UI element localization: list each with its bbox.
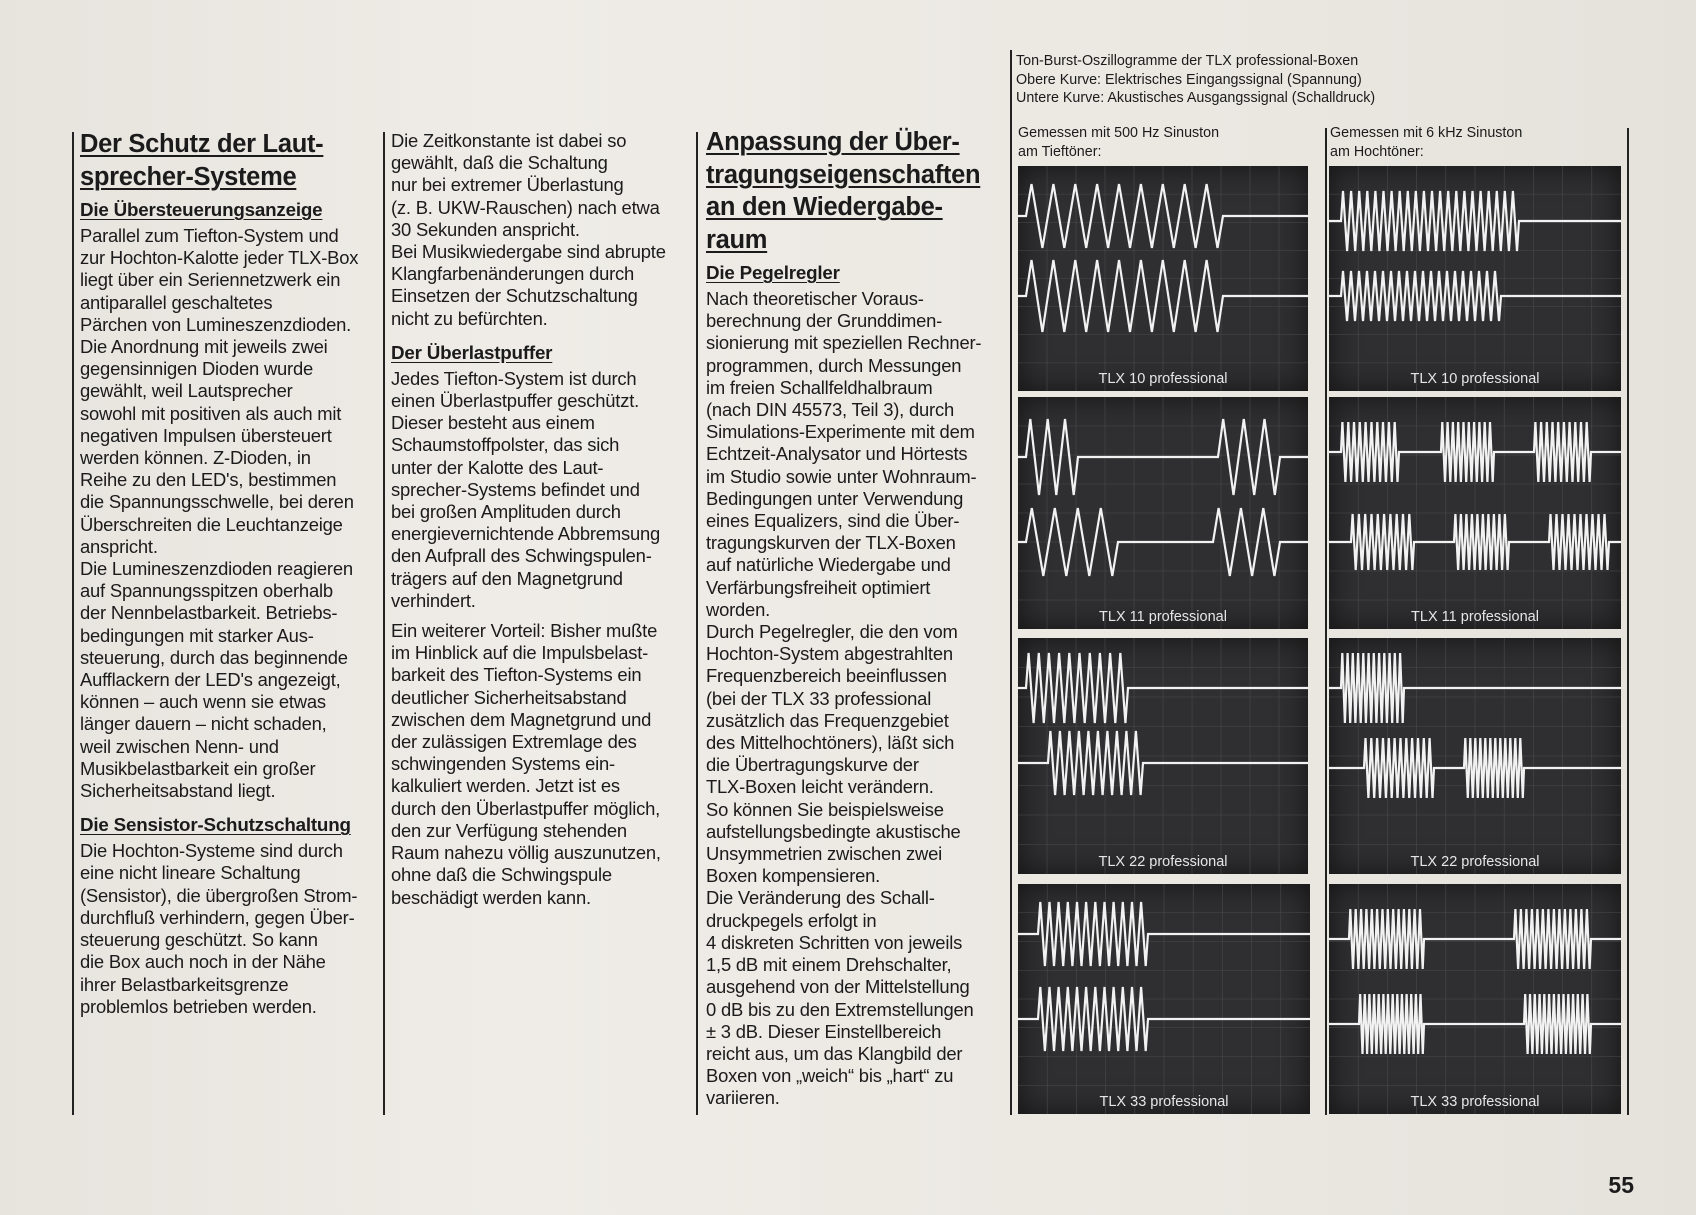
text-line: zur Hochton-Kalotte jeder TLX-Box [80, 247, 359, 269]
text-line: Parallel zum Tiefton-System und [80, 225, 339, 246]
subhead-sensistor: Die Sensistor-Schutzschaltung [80, 814, 351, 836]
text-line: trägers auf den Magnetgrund [391, 567, 623, 589]
subhead-uebersteuerung: Die Übersteuerungsanzeige [80, 199, 323, 220]
text-line: eines Equalizers, sind die Über- [706, 510, 960, 532]
text-line: Jedes Tiefton-System ist durch [391, 367, 637, 389]
text-line: So können Sie beispielsweise [706, 798, 944, 820]
waveform [1018, 638, 1308, 874]
text-line: Boxen kompensieren. [706, 865, 881, 887]
text-line: energievernichtende Abbremsung [391, 523, 661, 545]
text-line: (z. B. UKW-Rauschen) nach etwa [391, 196, 660, 218]
text-line: auf natürliche Wiedergabe und [706, 554, 951, 576]
text-line: Frequenzbereich beeinflussen [706, 665, 947, 687]
text-line: Bedingungen unter Verwendung [706, 487, 964, 509]
text-line: 0 dB bis zu den Extremstellungen [706, 998, 974, 1020]
subhead-pegelregler: Die Pegelregler [706, 262, 840, 283]
waveform [1329, 638, 1621, 874]
column-2 [391, 130, 696, 909]
text-line: Hochton-System abgestrahlten [706, 643, 953, 665]
text-line: barkeit des Tiefton-Systems ein [391, 664, 642, 686]
text-line: die Übertragungskurve der [706, 754, 919, 776]
text-line: länger dauern – nicht schaden, [80, 713, 327, 735]
waveform [1329, 884, 1621, 1114]
oscillogram-tlx11-500hz [1018, 397, 1308, 629]
paragraph-pegelregler [706, 288, 1006, 1110]
text-line: worden. [706, 598, 771, 620]
text-line: zwischen dem Magnetgrund und [391, 708, 652, 730]
text-line: (nach DIN 45573, Teil 3), durch [706, 399, 954, 421]
text-line: Boxen von „weich“ bis „hart“ zu [706, 1065, 954, 1087]
text-line: im freien Schallfeldhalbraum [706, 376, 933, 398]
text-line: einen Überlastpuffer geschützt. [391, 390, 640, 412]
panel-label: TLX 22 professional [1410, 854, 1540, 870]
text-line: Schaumstoffpolster, das sich [391, 434, 620, 456]
text-line: steuerung geschützt. So kann [80, 929, 318, 951]
text-line: Echtzeit-Analysator und Hörtests [706, 443, 968, 465]
text-line: zusätzlich das Frequenzgebiet [706, 709, 949, 731]
text-line: sionierung mit speziellen Rechner- [706, 332, 982, 354]
text-line: auf Spannungsspitzen oberhalb [80, 580, 333, 602]
panel-label: TLX 33 professional [1099, 1094, 1229, 1110]
paragraph-ueberlastpuffer [391, 368, 696, 612]
section-title-line: Der Schutz der Laut- [80, 130, 324, 158]
text-line: (bei der TLX 33 professional [706, 687, 932, 709]
text-line: sowohl mit positiven als auch mit [80, 402, 342, 424]
text-line: ohne daß die Schwingspule [391, 864, 612, 886]
text-line: Die Anordnung mit jeweils zwei [80, 336, 328, 358]
text-line: Die Veränderung des Schall- [706, 887, 935, 909]
text-line: antiparallel geschaltetes [80, 291, 273, 313]
text-line: Raum nahezu völlig auszunutzen, [391, 842, 661, 864]
text-line: eine nicht lineare Schaltung [80, 862, 301, 884]
oscillogram-tlx33-500hz [1018, 884, 1310, 1114]
text-line: des Mittelhochtöners), läßt sich [706, 732, 955, 754]
text-line: ihrer Belastbarkeitsgrenze [80, 973, 289, 995]
text-line: verhindert. [391, 589, 476, 611]
paragraph-uebersteuerung [80, 225, 380, 802]
text-line: Dieser besteht aus einem [391, 412, 595, 434]
text-line: Nach theoretischer Voraus- [706, 288, 924, 309]
column-rule [72, 132, 74, 1115]
text-line: gegensinnigen Dioden wurde [80, 358, 314, 380]
section-title-anpassung: Anpassung der Über- tragungseigenschaften an den Wiedergabe- raum [706, 128, 981, 254]
caption-line: Untere Kurve: Akustisches Ausgangssignal (Schalldruck) [1016, 90, 1376, 106]
text-line: berechnung der Grunddimen- [706, 310, 943, 332]
text-line: den zur Verfügung stehenden [391, 819, 627, 841]
oscillogram-tlx33-6khz [1329, 884, 1621, 1114]
column-rule [1010, 50, 1012, 1115]
text-line: bedingungen mit starker Aus- [80, 624, 314, 646]
text-line: kalkuliert werden. Jetzt ist es [391, 775, 620, 797]
oscillogram-tlx11-6khz [1329, 397, 1621, 629]
waveform [1329, 166, 1621, 391]
oscillogram-tlx22-6khz [1329, 638, 1621, 874]
column-1 [80, 128, 380, 1018]
section-title-line: sprecher-Systeme [80, 162, 297, 191]
text-line: Verfärbungsfreiheit optimiert [706, 576, 931, 598]
text-line: Bei Musikwiedergabe sind abrupte [391, 241, 666, 263]
caption-line: Ton-Burst-Oszillogramme der TLX professional-Boxen [1016, 53, 1359, 69]
panel-label: TLX 10 professional [1098, 371, 1228, 387]
text-line: steuerung, durch das beginnende [80, 646, 348, 668]
text-line: druckpegels erfolgt in [706, 909, 877, 931]
text-line: Musikbelastbarkeit ein großer [80, 757, 316, 779]
text-line: durchfluß verhindern, gegen Über- [80, 906, 355, 928]
text-line: unter der Kalotte des Laut- [391, 456, 604, 478]
text-line: weil zwischen Nenn- und [80, 735, 279, 757]
section-title-schutz [80, 128, 380, 193]
text-line: Die Zeitkonstante ist dabei so [391, 130, 627, 151]
text-line: nicht zu befürchten. [391, 307, 548, 329]
column-rule [696, 132, 698, 1115]
text-line: den Aufprall des Schwingspulen- [391, 545, 652, 567]
text-line: beschädigt werden kann. [391, 886, 591, 908]
text-line: im Hinblick auf die Impulsbelast- [391, 642, 649, 664]
paragraph-vorteil [391, 620, 696, 909]
text-line: die Spannungsschwelle, bei deren [80, 491, 354, 513]
text-line: deutlicher Sicherheitsabstand [391, 686, 627, 708]
column-rule [1325, 128, 1327, 1115]
waveform [1018, 884, 1310, 1114]
paragraph-zeitkonstante [391, 130, 696, 330]
oscillogram-tlx10-500hz [1018, 166, 1308, 391]
subhead-ueberlastpuffer: Der Überlastpuffer [391, 341, 553, 363]
text-line: Sicherheitsabstand liegt. [80, 780, 276, 802]
text-line: programmen, durch Messungen [706, 354, 962, 376]
text-line: aufstellungsbedingte akustische [706, 820, 961, 842]
caption-line: Obere Kurve: Elektrisches Eingangssignal (Spannung) [1016, 71, 1362, 88]
text-line: bei großen Amplituden durch [391, 501, 621, 523]
column-rule [1627, 128, 1629, 1115]
text-line: tragungskurven der TLX-Boxen [706, 532, 956, 554]
text-line: Durch Pegelregler, die den vom [706, 621, 958, 643]
text-line: der zulässigen Extremlage des [391, 731, 637, 753]
figure-caption [1016, 52, 1436, 108]
text-line: nur bei extremer Überlastung [391, 174, 624, 196]
text-line: (Sensistor), die übergroßen Strom- [80, 884, 358, 906]
panel-label: TLX 10 professional [1410, 371, 1540, 387]
page-number: 55 [1608, 1172, 1634, 1198]
text-line: sprecher-Systems befindet und [391, 478, 640, 500]
panel-label: TLX 33 professional [1410, 1094, 1540, 1110]
text-line: Simulations-Experimente mit dem [706, 421, 975, 443]
panel-label: TLX 11 professional [1411, 609, 1539, 625]
text-line: die Box auch noch in der Nähe [80, 951, 326, 973]
text-line: gewählt, daß die Schaltung [391, 152, 608, 174]
oscillogram-tlx10-6khz [1329, 166, 1621, 391]
paragraph-sensistor [80, 840, 380, 1018]
waveform [1018, 397, 1308, 629]
text-line: schwingenden Systems ein- [391, 753, 615, 775]
text-line: negativen Impulsen übersteuert [80, 424, 332, 446]
text-line: Ein weiterer Vorteil: Bisher mußte [391, 620, 658, 642]
panel-label: TLX 11 professional [1099, 609, 1227, 625]
column-3 [706, 126, 1006, 1110]
text-line: durch den Überlastpuffer möglich, [391, 797, 661, 819]
text-line: Die Hochton-Systeme sind durch [80, 840, 343, 862]
text-line: reicht aus, um das Klangbild der [706, 1042, 963, 1064]
text-line: 30 Sekunden anspricht. [391, 218, 580, 240]
text-line: Reihe zu den LED's, bestimmen [80, 469, 337, 491]
text-line: Pärchen von Lumineszenzdioden. [80, 313, 352, 335]
text-line: werden können. Z-Dioden, in [80, 447, 311, 469]
right-column-heading: Gemessen mit 6 kHz Sinuston am Hochtöner: [1330, 125, 1523, 160]
text-line: 1,5 dB mit einem Drehschalter, [706, 954, 952, 976]
text-line: liegt über ein Seriennetzwerk ein [80, 269, 341, 291]
text-line: im Studio sowie unter Wohnraum- [706, 465, 977, 487]
text-line: der Nennbelastbarkeit. Betriebs- [80, 602, 338, 624]
text-line: können – auch wenn sie etwas [80, 691, 326, 713]
text-line: Überschreiten die Leuchtanzeige [80, 513, 343, 535]
text-line: Unsymmetrien zwischen zwei [706, 843, 942, 865]
text-line: Einsetzen der Schutzschaltung [391, 285, 638, 307]
oscillogram-tlx22-500hz [1018, 638, 1308, 874]
text-line: problemlos betrieben werden. [80, 995, 317, 1017]
text-line: ± 3 dB. Dieser Einstellbereich [706, 1020, 942, 1042]
text-line: variieren. [706, 1087, 780, 1109]
panel-label: TLX 22 professional [1098, 854, 1228, 870]
text-line: Die Lumineszenzdioden reagieren [80, 558, 353, 580]
column-rule [383, 132, 385, 1115]
text-line: TLX-Boxen leicht verändern. [706, 776, 934, 798]
waveform [1018, 166, 1308, 391]
text-line: anspricht. [80, 535, 158, 557]
text-line: gewählt, weil Lautsprecher [80, 380, 293, 402]
left-column-heading: Gemessen mit 500 Hz Sinuston am Tieftöner: [1018, 125, 1220, 160]
text-line: 4 diskreten Schritten von jeweils [706, 931, 963, 953]
waveform [1329, 397, 1621, 629]
text-line: Aufflackern der LED's angezeigt, [80, 669, 341, 691]
text-line: ausgehend von der Mittelstellung [706, 976, 970, 998]
text-line: Klangfarbenänderungen durch [391, 263, 635, 285]
